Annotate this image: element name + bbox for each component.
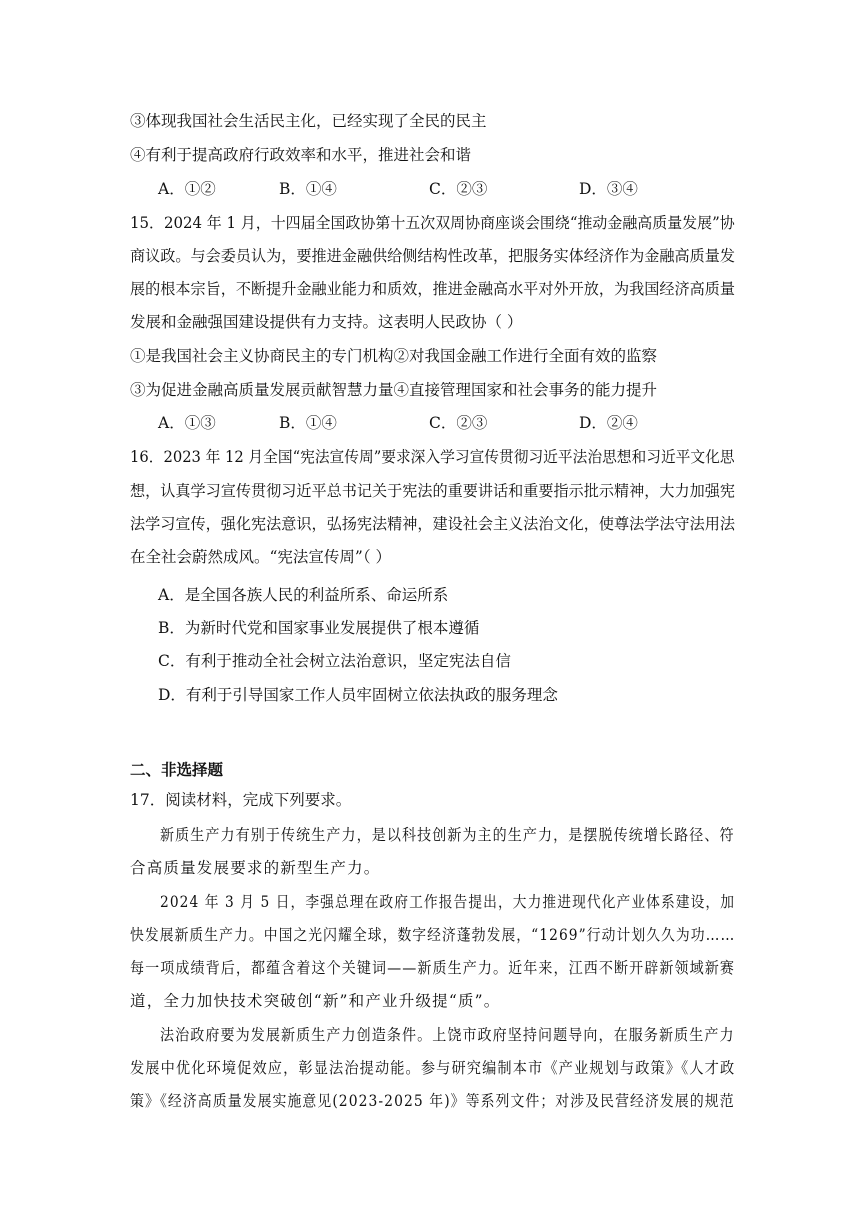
material-para3-line-3: 策》《经济高质量发展实施意见(2023-2025 年)》等系列文件；对涉及民营经济发展的规范 <box>130 1092 735 1110</box>
q14-statement-4: ④有利于提高政府行政效率和水平，推进社会和谐 <box>130 146 472 164</box>
q17-title: 17．阅读材料，完成下列要求。 <box>130 791 352 809</box>
q15-statements-1-2: ①是我国社会主义协商民主的专门机构②对我国金融工作进行全面有效的监察 <box>130 347 658 365</box>
material-para2-line-2: 快发展新质生产力。中国之光闪耀全球，数字经济蓬勃发展，“1269”行动计划久久为功…… <box>130 926 736 944</box>
material-para2-line-3: 每一项成绩背后，都蕴含着这个关键词——新质生产力。近年来，江西不断开辟新领域新赛 <box>130 959 736 977</box>
q15-line-1: 15．2024 年 1 月，十四届全国政协第十五次双周协商座谈会围绕“推动金融高质量发展”协 <box>130 214 735 232</box>
q15-line-3: 展的根本宗旨，不断提升金融业能力和质效，推进金融高水平对外开放，为我国经济高质量 <box>130 280 736 298</box>
q15-statements-3-4: ③为促进金融高质量发展贡献智慧力量④直接管理国家和社会事务的能力提升 <box>130 381 658 399</box>
q14-statement-3: ③体现我国社会生活民主化，已经实现了全民的民主 <box>130 112 487 130</box>
material-para2-line-1: 2024 年 3 月 5 日，李强总理在政府工作报告提出，大力推进现代化产业体系建设，加 <box>160 893 736 911</box>
material-para1-line-1: 新质生产力有别于传统生产力，是以科技创新为主的生产力，是摆脱传统增长路径、符 <box>160 826 735 844</box>
q16-line-3: 法学习宣传，强化宪法意识，弘扬宪法精神，建设社会主义法治文化，使尊法学法守法用法 <box>130 515 736 533</box>
q16-option-b: B．为新时代党和国家事业发展提供了根本遵循 <box>158 619 480 637</box>
material-para3-line-1: 法治政府要为发展新质生产力创造条件。上饶市政府坚持问题导向，在服务新质生产力 <box>160 1026 735 1044</box>
q15-option-d: D．②④ <box>579 414 638 432</box>
q15-line-4: 发展和金融强国建设提供有力支持。这表明人民政协（ ） <box>130 313 523 331</box>
q14-option-b: B．①④ <box>279 180 337 198</box>
q16-option-d: D．有利于引导国家工作人员牢固树立依法执政的服务理念 <box>158 686 558 704</box>
q14-option-a: A．①② <box>158 180 216 198</box>
q14-option-d: D．③④ <box>579 180 638 198</box>
q16-line-4: 在全社会蔚然成风。“宪法宣传周”（ ） <box>130 548 392 566</box>
q15-option-a: A．①③ <box>158 414 216 432</box>
material-para3-line-2: 发展中优化环境促效应，彰显法治提动能。参与研究编制本市《产业规划与政策》《人才政 <box>130 1059 736 1077</box>
material-para2-line-4: 道，全力加快技术突破创“新”和产业升级提“质”。 <box>130 992 501 1010</box>
q16-option-a: A．是全国各族人民的利益所系、命运所系 <box>158 586 449 604</box>
q14-option-c: C．②③ <box>429 180 488 198</box>
q16-line-1: 16．2023 年 12 月全国“宪法宣传周”要求深入学习宣传贯彻习近平法治思想和习近平文化思 <box>130 448 735 466</box>
q15-option-b: B．①④ <box>279 414 337 432</box>
q16-line-2: 想，认真学习宣传贯彻习近平总书记关于宪法的重要讲话和重要指示批示精神，大力加强宪 <box>130 482 736 500</box>
q15-line-2: 商议政。与会委员认为，要推进金融供给侧结构性改革，把服务实体经济作为金融高质量发 <box>130 247 736 265</box>
q16-option-c: C．有利于推动全社会树立法治意识，坚定宪法自信 <box>158 652 511 670</box>
q15-option-c: C．②③ <box>429 414 488 432</box>
material-para1-line-2: 合高质量发展要求的新型生产力。 <box>130 859 381 877</box>
section-heading: 二、非选择题 <box>130 761 224 779</box>
